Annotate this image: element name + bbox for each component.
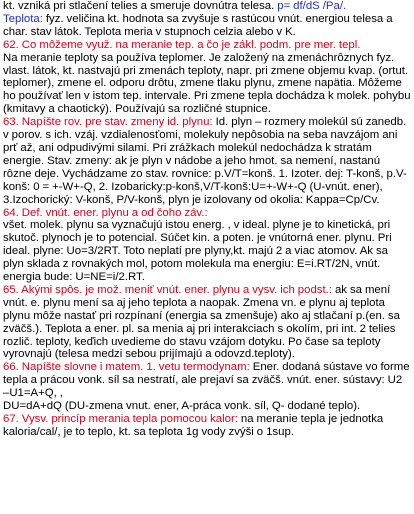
body-text: všet. molek. plynu sa vyznačujú istou energ. , v ideal. plyne je to kinetická, pri skutoč. plynoch je to potencial. Súčet kin. a poten. je vnútorná ener. plynu. Pri ideal. plyne: Uo=3/2RT. Toto neplatí pre plyny,kt. majú 2 a viac atomov. Ak sa plyn sklada z rovnakých mol, potom molekula ma energiu: E=i.RT/2N, vnút. energia bude: U=NE=i/2.RT. bbox=[3, 219, 392, 284]
question-heading: 66. Napíšte slovne i matem. 1. vetu termodynam: bbox=[3, 361, 253, 374]
body-text: na meranie tepla je jednotka kaloria/cal/, je to teplo, kt. sa teplota 1g vody zvýši o 1sup. bbox=[3, 413, 384, 438]
body-text: Na meranie teploty sa používa teplomer. Je založený na zmenáchrôznych fyz. vlast. látok, kt. nastvajú pri zmenách teploty, napr. pri zmene objemu kvap. (ortut. teplomer), zmene el. odporu drôtu, zmene tlaku plynu, zmene napätia. Môžeme ho používať len v istom tep. intervale. Pri zmene tepla dochádza k molek. pohybu (kmitavy a chaotický). Používajú sa rozličné stupnice. bbox=[3, 51, 411, 116]
question-heading: 67. Vysv. princíp merania tepla pomocou kalor: bbox=[3, 413, 241, 425]
paragraph bbox=[3, 0, 411, 13]
paragraph bbox=[3, 413, 411, 439]
highlighted-term: Teplota: bbox=[3, 12, 46, 25]
paragraph bbox=[3, 207, 411, 220]
question-heading: 64. Def. vnút. ener. plynu a od čoho záv.: bbox=[3, 206, 208, 219]
body-text: Ener. dodaná sústave vo forme tepla a prácou vonk. síl sa nestratí, ale prejaví sa zväčš. vnút. ener. sústavy: U2 –U1=A+Q, , bbox=[3, 361, 410, 400]
body-text: fyz. veličina kt. hodnota sa zvyšuje s rastúcou vnút. energiou telesa a char. stav látok. Teplota meria v stupnoch celzia alebo v K. bbox=[3, 12, 393, 38]
paragraph bbox=[3, 361, 411, 400]
question-heading: 65. Akými spôs. je mož. meniť vnút. ener. plynu a vysv. ich podst.: bbox=[3, 283, 332, 296]
body-text: Id. plyn – rozmery molekúl sú zanedb. v porov. s ich. vzáj. vzdialenosťomi, molekuly nepôsobia na seba navzájom ani prť až, ani odpudivými silami. Pri zrážkach molekúl nedochádza k stratám energie. Stav. zmeny: ak je plyn v nádobe a jeho hmot. sa nemení, nastanú rôzne deje. Vychádzame zo stav. rovnice: p.V/T=konš. 1. Izoter. dej: T-konš, p.V-konš: 0 = +-W+-Q, 2. Izobaricky:p-konš,V/T-konš:U=+-W+-Q (U-vnút. ener), 3.Izochorický: V-konš, P/V-konš, plyn je izolovany od okolia: Kappa=Cp/Cv. bbox=[3, 116, 407, 206]
paragraph bbox=[3, 52, 411, 117]
paragraph bbox=[3, 13, 411, 39]
body-text: DU=dA+dQ (DU-zmena vnut. ener, A-práca vonk. síl, Q- dodané teplo). bbox=[3, 400, 361, 413]
paragraph bbox=[3, 39, 411, 52]
body-text: ak sa mení vnút. e. plynu mení sa aj jeho teplota a naopak. Zmena vn. e plynu aj teplota plynu môže nastať pri rozpínaní (energia sa zmenšuje) ako aj stlačaní p.(en. sa zväčš.). Teplota a ener. pl. sa menia aj pri interakciach s okolím, pri int. 2 telies rozlič. teploty, keďich uvedieme do stavu vzájom dotyku. Po čase sa teploty vyrovnajú (telesa medzi sebou prijímajú a odovzd.teploty). bbox=[3, 283, 400, 361]
paragraph bbox=[3, 400, 411, 413]
paragraph bbox=[3, 219, 411, 284]
body-text: kt. vzniká pri stlačení telies a smeruje dovnútra telesa. bbox=[3, 0, 278, 12]
question-heading: 62. Co môžeme využ. na meranie tep. a čo je zákl. podm. pre mer. tepl. bbox=[3, 38, 361, 51]
question-heading: 63. Napíšte rov. pre stav. zmeny id. plynu: bbox=[3, 116, 216, 129]
paragraph bbox=[3, 116, 411, 206]
paragraph bbox=[3, 284, 411, 361]
highlighted-term: p= df/dS /Pa/. bbox=[277, 0, 347, 12]
